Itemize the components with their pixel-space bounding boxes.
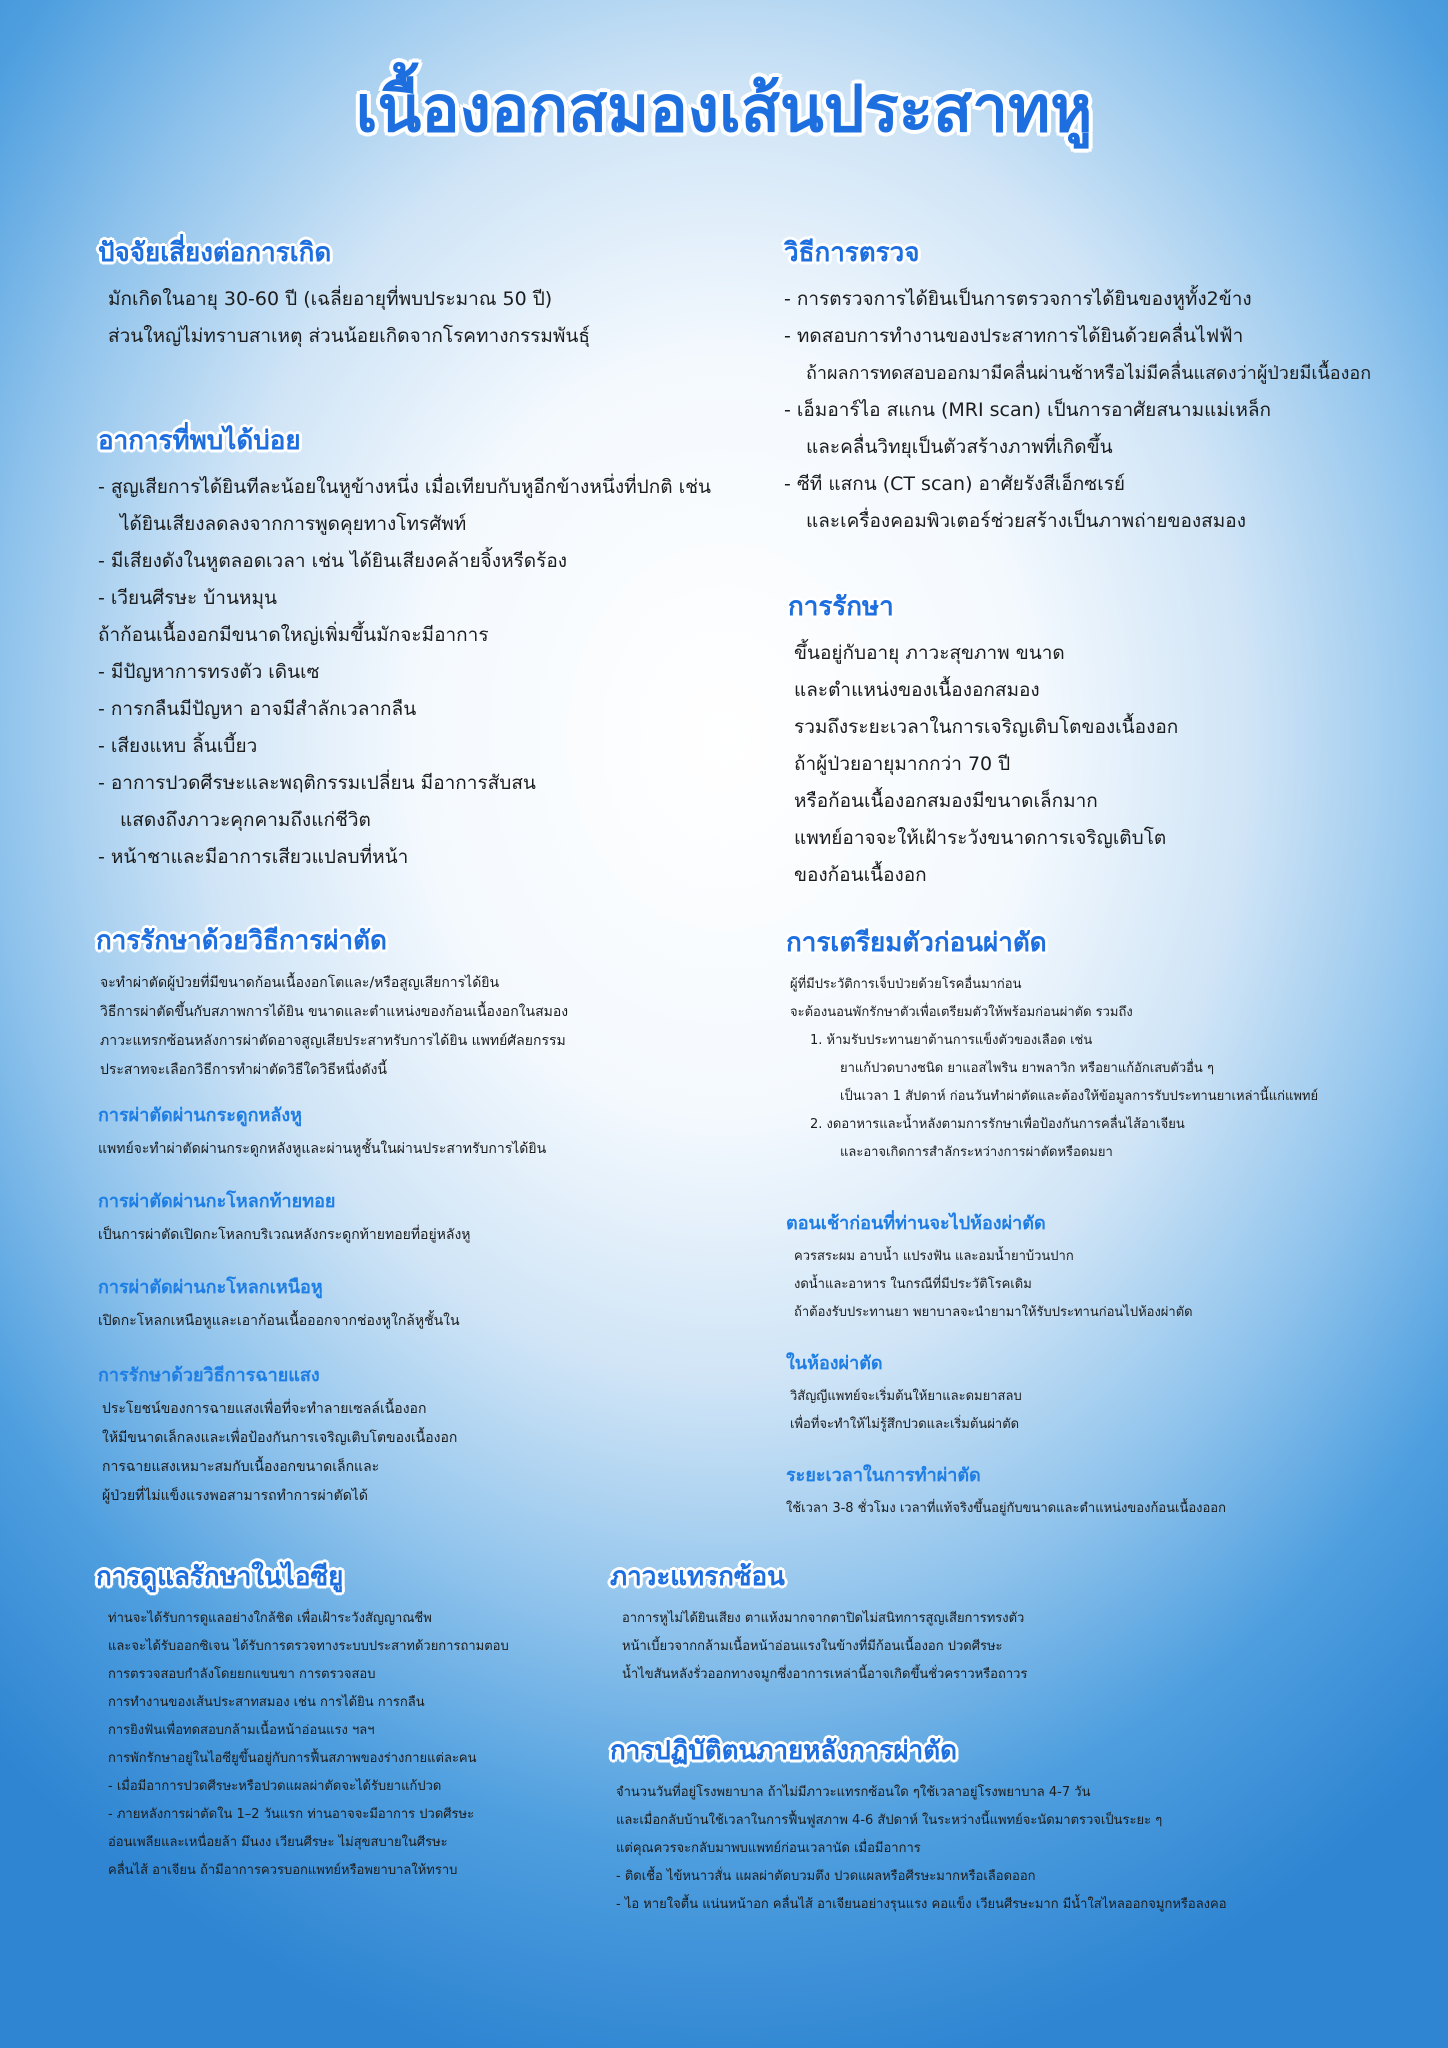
treatment-line: หรือก้อนเนื้องอกสมองมีขนาดเล็กมาก: [794, 790, 1098, 812]
surgery-sub1-text: แพทย์จะทำผ่าตัดผ่านกระดูกหลังหูและผ่านหูชั้นในผ่านประสาทรับการได้ยิน: [98, 1141, 547, 1157]
symptom-line: แสดงถึงภาวะคุกคามถึงแก่ชีวิต: [120, 809, 371, 831]
prep-heading: การเตรียมตัวก่อนผ่าตัด: [786, 928, 1047, 958]
prep-item: 1. ห้ามรับประทานยาต้านการแข็งตัวของเลือด เช่น: [810, 1033, 1093, 1048]
icu-line: อ่อนเพลียและเหนื่อยล้า มึนงง เวียนศีรษะ ไม่สุขสบายในศีรษะ: [108, 1835, 448, 1850]
risk-line: มักเกิดในอายุ 30-60 ปี (เฉลี่ยอายุที่พบประมาณ 50 ปี): [108, 288, 553, 310]
treatment-line: และตำแหน่งของเนื้องอกสมอง: [794, 679, 1040, 701]
risk-heading: ปัจจัยเสี่ยงต่อการเกิด: [98, 238, 332, 268]
diagnosis-line: - ทดสอบการทำงานของประสาทการได้ยินด้วยคลื่นไฟฟ้า: [784, 325, 1244, 347]
surgery-sub1-heading: การผ่าตัดผ่านกระดูกหลังหู: [98, 1105, 303, 1126]
surgery-sub2-text: เป็นการผ่าตัดเปิดกะโหลกบริเวณหลังกระดูกท้ายทอยที่อยู่หลังหู: [98, 1227, 471, 1243]
postop-line: แต่คุณควรจะกลับมาพบแพทย์ก่อนเวลานัด เมื่อมีอาการ: [616, 1841, 921, 1856]
prep-section: [786, 922, 1416, 1167]
prep-item: เป็นเวลา 1 สัปดาห์ ก่อนวันทำผ่าตัดและต้องให้ข้อมูลการรับประทานยาเหล่านี้แก่แพทย์: [840, 1089, 1319, 1104]
treatment-line: แพทย์อาจจะให้เฝ้าระวังขนาดการเจริญเติบโต: [794, 827, 1167, 849]
risk-line: ส่วนใหญ่ไม่ทราบสาเหตุ ส่วนน้อยเกิดจากโรคทางกรรมพันธุ์: [108, 325, 591, 347]
symptom-line: ถ้าก้อนเนื้องอกมีขนาดใหญ่เพิ่มขึ้นมักจะมีอาการ: [98, 624, 489, 646]
prep-item: และอาจเกิดการสำลักระหว่างการผ่าตัดหรือดมยา: [840, 1145, 1113, 1160]
symptom-line: - มีปัญหาการทรงตัว เดินเซ: [98, 661, 320, 683]
diagnosis-section: [784, 232, 1424, 540]
surgery-sub3-heading: การผ่าตัดผ่านกะโหลกเหนือหู: [98, 1277, 323, 1298]
radiation-heading: การรักษาด้วยวิธีการฉายแสง: [98, 1365, 320, 1386]
or-line: เพื่อที่จะทำให้ไม่รู้สึกปวดและเริ่มต้นผ่าตัด: [790, 1417, 1020, 1432]
treatment-line: ขึ้นอยู่กับอายุ ภาวะสุขภาพ ขนาด: [794, 642, 1065, 664]
complications-heading: ภาวะแทรกซ้อน: [610, 1562, 785, 1592]
morning-line: ถ้าต้องรับประทานยา พยาบาลจะนำยามาให้รับประทานก่อนไปห้องผ่าตัด: [794, 1305, 1193, 1320]
icu-line: - ภายหลังการผ่าตัดใน 1–2 วันแรก ท่านอาจจะมีอาการ ปวดศีรษะ: [108, 1807, 475, 1822]
risk-section: [98, 232, 748, 355]
radiation-line: ผู้ป่วยที่ไม่แข็งแรงพอสามารถทำการผ่าตัดได้: [102, 1488, 368, 1504]
symptoms-section: [98, 420, 758, 876]
radiation-line: การฉายแสงเหมาะสมกับเนื้องอกขนาดเล็กและ: [102, 1459, 380, 1475]
complications-line: น้ำไขสันหลังรั่วออกทางจมูกซึ่งอาการเหล่านี้อาจเกิดขึ้นชั่วคราวหรือถาวร: [622, 1667, 1028, 1682]
or-section: [786, 1348, 1416, 1439]
icu-line: การทำงานของเส้นประสาทสมอง เช่น การได้ยิน การกลืน: [108, 1695, 425, 1710]
symptom-line: - การกลืนมีปัญหา อาจมีสำลักเวลากลืน: [98, 698, 417, 720]
symptom-line: - เสียงแหบ ลิ้นเบี้ยว: [98, 735, 258, 757]
duration-text: ใช้เวลา 3-8 ชั่วโมง เวลาที่แท้จริงขึ้นอยู่กับขนาดและตำแหน่งของก้อนเนื้องออก: [786, 1501, 1226, 1516]
treatment-line: ของก้อนเนื้องอก: [794, 864, 927, 886]
prep-line: จะต้องนอนพักรักษาตัวเพื่อเตรียมตัวให้พร้อมก่อนผ่าตัด รวมถึง: [790, 1005, 1133, 1020]
prep-line: ผู้ที่มีประวัติการเจ็บป่วยด้วยโรคอื่นมาก่อน: [790, 977, 1022, 992]
prep-item: 2. งดอาหารและน้ำหลังตามการรักษาเพื่อป้องกันการคลื่นไส้อาเจียน: [810, 1117, 1185, 1132]
radiation-line: ให้มีขนาดเล็กลงและเพื่อป้องกันการเจริญเติบโตของเนื้องอก: [102, 1430, 458, 1446]
diagnosis-line: - ซีที แสกน (CT scan) อาศัยรังสีเอ็กซเรย์: [784, 473, 1126, 495]
surgery-line: ภาวะแทรกซ้อนหลังการผ่าตัดอาจสูญเสียประสาทรับการได้ยิน แพทย์ศัลยกรรม: [100, 1033, 566, 1049]
diagnosis-line: ถ้าผลการทดสอบออกมามีคลื่นผ่านช้าหรือไม่มีคลื่นแสดงว่าผู้ป่วยมีเนื้องอก: [806, 363, 1372, 384]
surgery-line: ประสาทจะเลือกวิธีการทำผ่าตัดวิธีใดวิธีหนึ่งดังนี้: [100, 1062, 388, 1078]
treatment-section: [788, 586, 1348, 894]
or-heading: ในห้องผ่าตัด: [786, 1353, 883, 1374]
icu-line: - เมื่อมีอาการปวดศีรษะหรือปวดแผลผ่าตัดจะได้รับยาแก้ปวด: [108, 1779, 442, 1794]
symptom-line: ได้ยินเสียงลดลงจากการพูดคุยทางโทรศัพท์: [120, 513, 467, 535]
postop-line: - ไอ หายใจตื้น แน่นหน้าอก คลื่นไส้ อาเจียนอย่างรุนแรง คอแข็ง เวียนศีรษะมาก มีน้ำใสไหลออกจมูกหรือลงคอ: [616, 1897, 1227, 1912]
icu-heading: การดูแลรักษาในไอซียู: [96, 1562, 344, 1592]
radiation-line: ประโยชน์ของการฉายแสงเพื่อที่จะทำลายเซลล์เนื้องอก: [102, 1401, 427, 1417]
surgery-sub3: [98, 1272, 738, 1336]
icu-section: [96, 1556, 616, 1885]
diagnosis-line: และคลื่นวิทยุเป็นตัวสร้างภาพที่เกิดขึ้น: [806, 436, 1113, 458]
symptom-line: - หน้าชาและมีอาการเสียวแปลบที่หน้า: [98, 846, 409, 868]
symptom-line: - มีเสียงดังในหูตลอดเวลา เช่น ได้ยินเสียงคล้ายจิ้งหรีดร้อง: [98, 550, 568, 572]
treatment-line: รวมถึงระยะเวลาในการเจริญเติบโตของเนื้องอก: [794, 716, 1179, 738]
icu-line: การยิงฟันเพื่อทดสอบกล้ามเนื้อหน้าอ่อนแรง ฯลฯ: [108, 1723, 375, 1738]
postop-heading: การปฏิบัติตนภายหลังการผ่าตัด: [610, 1736, 957, 1766]
complications-line: อาการหูไม่ได้ยินเสียง ตาแห้งมากจากตาปิดไม่สนิทการสูญเสียการทรงตัว: [622, 1611, 1025, 1626]
diagnosis-line: - เอ็มอาร์ไอ สแกน (MRI scan) เป็นการอาศัยสนามแม่เหล็ก: [784, 399, 1272, 421]
symptom-line: - เวียนศีรษะ บ้านหมุน: [98, 587, 277, 609]
symptom-line: - อาการปวดศีรษะและพฤติกรรมเปลี่ยน มีอาการสับสน: [98, 772, 536, 794]
complications-section: [610, 1556, 1430, 1689]
page-title: เนื้องอกสมองเส้นประสาทหู: [355, 73, 1093, 147]
morning-heading: ตอนเช้าก่อนที่ท่านจะไปห้องผ่าตัด: [786, 1213, 1046, 1234]
icu-line: และจะได้รับออกซิเจน ได้รับการตรวจทางระบบประสาทด้วยการถามตอบ: [108, 1639, 509, 1654]
radiation-section: [98, 1360, 738, 1511]
prep-item: ยาแก้ปวดบางชนิด ยาแอสไพริน ยาพลาวิก หรือยาแก้อักเสบตัวอื่น ๆ: [840, 1061, 1214, 1076]
surgery-sub3-text: เปิดกะโหลกเหนือหูและเอาก้อนเนื้อออกจากช่องหูใกล้หูชั้นใน: [98, 1313, 460, 1329]
icu-line: การพักรักษาอยู่ในไอซียูขึ้นอยู่กับการฟื้นสภาพของร่างกายแต่ละคน: [108, 1751, 477, 1766]
surgery-sub1: [98, 1100, 738, 1164]
duration-section: [786, 1460, 1416, 1523]
treatment-line: ถ้าผู้ป่วยอายุมากกว่า 70 ปี: [794, 753, 1011, 775]
icu-line: การตรวจสอบกำลังโดยยกแขนขา การตรวจสอบ: [108, 1667, 376, 1682]
diagnosis-line: และเครื่องคอมพิวเตอร์ช่วยสร้างเป็นภาพถ่ายของสมอง: [806, 510, 1246, 532]
morning-line: ควรสระผม อาบน้ำ แปรงฟัน และอมน้ำยาบ้วนปาก: [794, 1249, 1074, 1264]
diagnosis-heading: วิธีการตรวจ: [784, 238, 920, 268]
surgery-sub2-heading: การผ่าตัดผ่านกะโหลกท้ายทอย: [98, 1191, 336, 1212]
postop-section: [610, 1730, 1430, 1919]
or-line: วิสัญญีแพทย์จะเริ่มต้นให้ยาและดมยาสลบ: [790, 1389, 1022, 1404]
surgery-sub2: [98, 1186, 738, 1250]
postop-line: และเมื่อกลับบ้านใช้เวลาในการฟื้นฟูสภาพ 4-6 สัปดาห์ ในระหว่างนี้แพทย์จะนัดมาตรวจเป็นระยะ ๆ: [616, 1813, 1163, 1828]
symptom-line: - สูญเสียการได้ยินทีละน้อยในหูข้างหนึ่ง เมื่อเทียบกับหูอีกข้างหนึ่งที่ปกติ เช่น: [98, 476, 711, 498]
surgery-line: วิธีการผ่าตัดขึ้นกับสภาพการได้ยิน ขนาดและตำแหน่งของก้อนเนื้องอกในสมอง: [100, 1004, 569, 1020]
morning-section: [786, 1208, 1416, 1327]
surgery-heading: การรักษาด้วยวิธีการผ่าตัด: [96, 926, 387, 956]
icu-line: ท่านจะได้รับการดูแลอย่างใกล้ชิด เพื่อเฝ้าระวังสัญญาณชีพ: [108, 1611, 432, 1626]
postop-line: จำนวนวันที่อยู่โรงพยาบาล ถ้าไม่มีภาวะแทรกซ้อนใด ๆใช้เวลาอยู่โรงพยาบาล 4-7 วัน: [616, 1785, 1091, 1800]
diagnosis-line: - การตรวจการได้ยินเป็นการตรวจการได้ยินของหูทั้ง2ข้าง: [784, 288, 1252, 310]
postop-line: - ติดเชื้อ ไข้หนาวสั่น แผลผ่าตัดบวมตึง ปวดแผลหรือศีรษะมากหรือเลือดออก: [616, 1869, 1036, 1884]
treatment-heading: การรักษา: [788, 592, 894, 622]
symptoms-heading: อาการที่พบได้บ่อย: [98, 426, 301, 456]
surgery-line: จะทำผ่าตัดผู้ป่วยที่มีขนาดก้อนเนื้องอกโตและ/หรือสูญเสียการได้ยิน: [100, 975, 500, 991]
complications-line: หน้าเบี้ยวจากกล้ามเนื้อหน้าอ่อนแรงในข้างที่มีก้อนเนื้องอก ปวดศีรษะ: [622, 1639, 1003, 1654]
surgery-section: [96, 920, 756, 1085]
duration-heading: ระยะเวลาในการทำผ่าตัด: [786, 1465, 981, 1486]
morning-line: งดน้ำและอาหาร ในกรณีที่มีประวัติโรคเดิม: [794, 1277, 1032, 1292]
icu-line: คลื่นไส้ อาเจียน ถ้ามีอาการควรบอกแพทย์หรือพยาบาลให้ทราบ: [108, 1863, 458, 1878]
